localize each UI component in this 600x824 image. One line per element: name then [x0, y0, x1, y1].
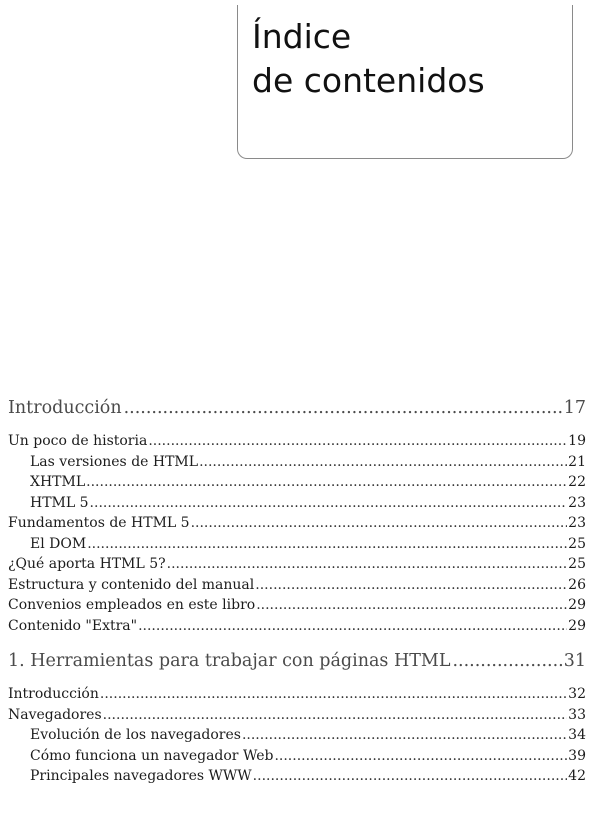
- toc-entry-label: Principales navegadores WWW: [30, 768, 252, 784]
- toc-entry-label: Cómo funciona un navegador Web: [30, 747, 274, 764]
- toc-leader-dots: [191, 513, 568, 534]
- table-of-contents: [8, 394, 586, 787]
- toc-leader-dots: [167, 554, 568, 575]
- toc-entry-label: Fundamentos de HTML 5: [8, 515, 190, 531]
- toc-entry-label: Evolución de los navegadores: [30, 727, 241, 743]
- toc-leader-dots: [255, 575, 567, 596]
- toc-page-number: 32: [568, 686, 586, 702]
- toc-page-number: 17: [563, 398, 586, 418]
- toc-page-number: 31: [563, 651, 586, 671]
- toc-leader-dots: [124, 394, 562, 422]
- toc-leader-dots: [90, 493, 568, 514]
- toc-entry[interactable]: [8, 616, 586, 637]
- toc-leader-dots: [138, 616, 567, 637]
- toc-page-number: 23: [568, 515, 586, 531]
- toc-entry-label: Convenios empleados en este libro: [8, 597, 256, 613]
- page-title-line-2: de contenidos: [252, 61, 485, 100]
- toc-entry[interactable]: [8, 705, 586, 726]
- title-box: [237, 5, 573, 159]
- toc-page-number: 33: [568, 706, 586, 723]
- toc-leader-dots: [148, 431, 567, 452]
- toc-entry-label: Introducción: [8, 686, 99, 702]
- page-title-line-1: Índice: [252, 17, 352, 56]
- toc-entry[interactable]: [8, 595, 586, 616]
- toc-page-number: 22: [568, 474, 586, 490]
- toc-entry[interactable]: [8, 766, 586, 787]
- toc-entry[interactable]: [8, 513, 586, 534]
- toc-entry[interactable]: [8, 472, 586, 493]
- toc-page-number: 25: [568, 535, 586, 552]
- toc-page-number: 39: [568, 747, 586, 764]
- toc-page-number: 25: [568, 556, 586, 572]
- toc-entry-label: Las versiones de HTML: [30, 453, 199, 470]
- toc-leader-dots: [100, 684, 567, 705]
- toc-entry[interactable]: [8, 493, 586, 514]
- toc-entry-label: HTML 5: [30, 494, 89, 511]
- toc-leader-dots: [452, 647, 561, 675]
- toc-chapter-1[interactable]: [8, 647, 586, 675]
- toc-page-number: 29: [568, 617, 586, 634]
- toc-leader-dots: [199, 452, 567, 473]
- toc-leader-dots: [256, 595, 567, 616]
- toc-page-number: 26: [568, 576, 586, 593]
- toc-entry-label: El DOM: [30, 535, 87, 552]
- toc-leader-dots: [242, 725, 567, 746]
- toc-entry[interactable]: [8, 452, 586, 473]
- toc-entry[interactable]: [8, 725, 586, 746]
- toc-leader-dots: [86, 472, 567, 493]
- toc-chapter-label: Introducción: [8, 398, 122, 418]
- toc-entry-label: Contenido "Extra": [8, 617, 138, 634]
- toc-page-number: 42: [568, 768, 586, 784]
- toc-entry-label: XHTML: [30, 474, 86, 490]
- toc-entry-label: Navegadores: [8, 706, 102, 723]
- toc-entry[interactable]: [8, 575, 586, 596]
- toc-page-number: 34: [568, 727, 586, 743]
- toc-page-number: 19: [568, 433, 586, 449]
- toc-chapter-introduccion[interactable]: [8, 394, 586, 422]
- toc-entry-label: ¿Qué aporta HTML 5?: [8, 556, 166, 572]
- toc-page-number: 29: [568, 597, 586, 613]
- toc-leader-dots: [274, 746, 567, 767]
- toc-chapter-label: 1. Herramientas para trabajar con páginas HTML: [8, 651, 451, 671]
- toc-entry-label: Estructura y contenido del manual: [8, 576, 255, 593]
- toc-entry[interactable]: [8, 534, 586, 555]
- toc-entry[interactable]: [8, 431, 586, 452]
- toc-leader-dots: [253, 766, 568, 787]
- toc-entry-label: Un poco de historia: [8, 433, 148, 449]
- toc-page-number: 21: [568, 453, 586, 470]
- toc-entry[interactable]: [8, 554, 586, 575]
- toc-entry[interactable]: [8, 684, 586, 705]
- toc-page-number: 23: [568, 494, 586, 511]
- toc-leader-dots: [87, 534, 567, 555]
- toc-entry[interactable]: [8, 746, 586, 767]
- toc-leader-dots: [103, 705, 568, 726]
